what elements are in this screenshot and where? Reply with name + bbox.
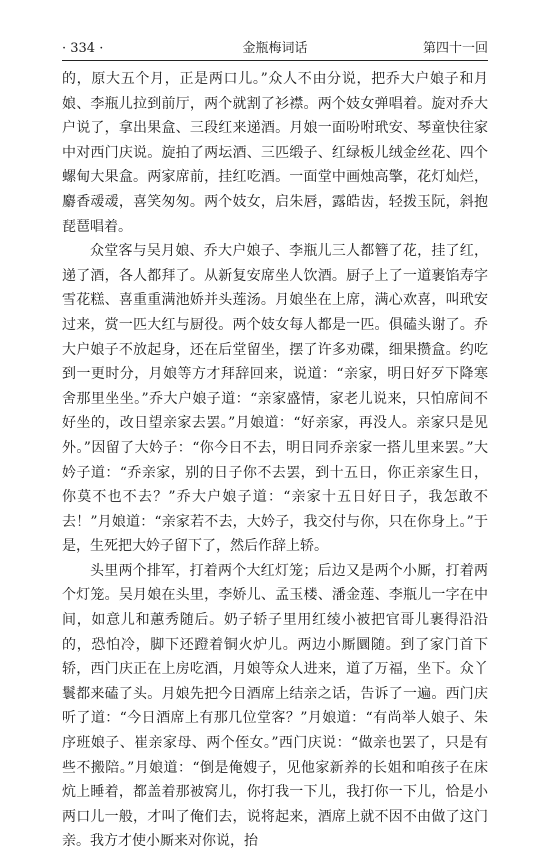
body-text	[62, 67, 488, 854]
chapter-label: 第四十一回	[422, 41, 488, 56]
paragraph: 头里两个排军，打着两个大红灯笼；后边又是两个小厮，打着两个灯笼。吴月娘在头里，李娇儿、孟玉楼、潘金莲、李瓶儿一字在中间，如意儿和蕙秀随后。奶子轿子里用红绫小被把官哥儿裹得沿沿的，恐怕冷，脚下还蹬着铜火炉儿。两边小厮圜随。到了家门首下轿，西门庆正在上房吃酒，月娘等众人进来，道了万福，坐下。众丫鬟都来磕了头。月娘先把今日酒席上结亲之话，告诉了一遍。西门庆听了道：“今日酒席上有那几位堂客？”月娘道：“有尚举人娘子、朱序班娘子、崔亲家母、两个侄女。”西门庆说：“做亲也罢了，只是有些不搬陪。”月娘道：“倒是俺嫂子，见他家新养的长姐和咱孩子在床炕上睡着，都盖着那被窝儿，你打我一下儿，我打你一下儿，恰是小两口儿一般，才叫了俺们去，说将起来，酒席上就不因不由做了这门亲。我方才使小厮来对你说，抬	[62, 562, 488, 850]
paragraph: 众堂客与吴月娘、乔大户娘子、李瓶儿三人都簪了花，挂了红，递了酒，各人都拜了。从新复安席坐人饮酒。厨子上了一道裹馅寿字雪花糕、喜重重满池娇并头莲汤。月娘坐在上席，满心欢喜，叫玳安过来，赏一匹大红与厨役。两个妓女每人都是一匹。俱磕头谢了。乔大户娘子不放起身，还在后堂留坐，摆了许多劝碟，细果攒盒。约吃到一更时分，月娘等方才拜辞回来，说道：“亲家，明日好歹下降寒舍那里坐坐。”乔大户娘子道：“亲家盛情，家老儿说来，只怕席间不好坐的，改日望亲家去罢。”月娘道：“好亲家，再没人。亲家只是见外。”因留了大妗子：“你今日不去，明日同乔亲家一搭儿里来罢。”大妗子道：“乔亲家，别的日子你不去罢，到十五日，你正亲家生日，你莫不也不去？”乔大户娘子道：“亲家十五日好日子，我怎敢不去！”月娘道：“亲家若不去，大妗子，我交付与你，只在你身上。”于是，生死把大妗子留下了，然后作辞上轿。	[62, 243, 488, 555]
header-rule	[62, 60, 488, 61]
page-header	[62, 38, 488, 60]
running-title: 金瓶梅词话	[242, 41, 308, 56]
page-number: · 334 ·	[62, 41, 104, 56]
paragraph: 的，原大五个月，正是两口儿。”众人不由分说，把乔大户娘子和月娘、李瓶儿拉到前厅，两个就割了衫襟。两个妓女弹唱着。旋对乔大户说了，拿出果盒、三段红来递酒。月娘一面吩咐玳安、琴童快往家中对西门庆说。旋拍了两坛酒、三匹缎子、红绿板儿绒金丝花、四个螺甸大果盒。两家席前，挂红吃酒。一面堂中画烛高擎，花灯灿烂，麝香叆叆，喜笑匆匆。两个妓女，启朱唇，露皓齿，轻拨玉阮，斜抱琵琶唱着。	[62, 71, 488, 235]
